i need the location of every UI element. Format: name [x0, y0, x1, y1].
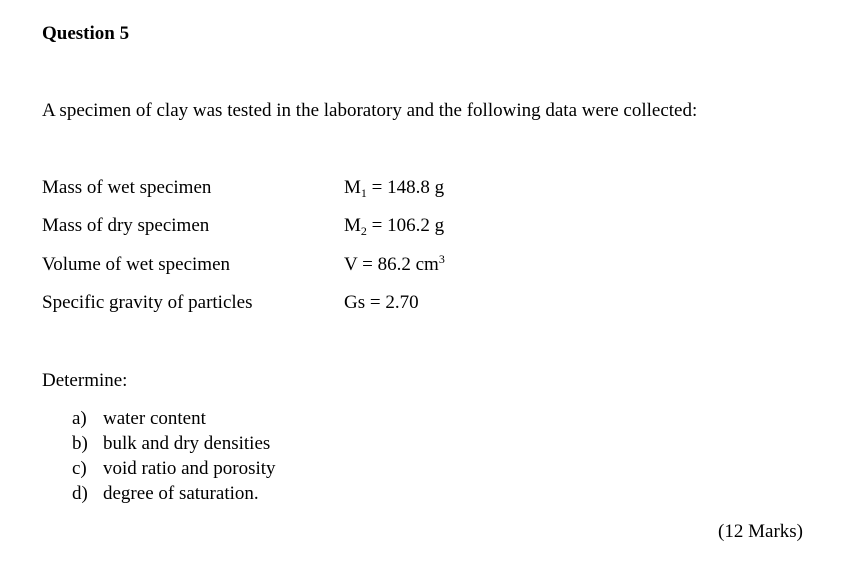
data-label: Specific gravity of particles	[42, 292, 253, 313]
data-symbol: V	[344, 254, 358, 275]
task-letter: c)	[72, 458, 87, 479]
data-symbol: M	[344, 177, 361, 198]
data-symbol: M	[344, 215, 361, 236]
data-amount: = 106.2 g	[366, 215, 445, 236]
data-symbol: Gs	[344, 292, 366, 313]
data-value	[344, 253, 445, 277]
question-title: Question 5	[42, 23, 130, 44]
data-amount: = 2.70	[365, 292, 419, 313]
marks-label: (12 Marks)	[718, 521, 803, 542]
list-item	[72, 431, 276, 456]
list-item	[72, 456, 276, 481]
data-amount: = 148.8 g	[366, 177, 445, 198]
task-text: bulk and dry densities	[103, 433, 271, 454]
list-item	[72, 481, 276, 506]
determine-heading: Determine:	[42, 370, 128, 391]
task-letter: d)	[72, 483, 88, 504]
data-value	[344, 214, 444, 238]
data-value	[344, 291, 419, 315]
task-list	[72, 406, 276, 506]
data-value	[344, 176, 444, 200]
question-intro: A specimen of clay was tested in the laboratory and the following data were collected:	[42, 100, 698, 121]
data-label: Mass of wet specimen	[42, 177, 212, 198]
list-item	[72, 406, 276, 431]
task-text: water content	[103, 408, 206, 429]
data-subscript: 2	[360, 224, 367, 238]
task-letter: b)	[72, 433, 88, 454]
data-label: Volume of wet specimen	[42, 254, 231, 275]
task-text: void ratio and porosity	[103, 458, 276, 479]
data-amount: = 86.2 cm	[357, 254, 439, 275]
data-label: Mass of dry specimen	[42, 215, 210, 236]
task-text: degree of saturation.	[103, 483, 259, 504]
data-superscript: 3	[438, 252, 445, 266]
data-subscript: 1	[360, 186, 367, 200]
task-letter: a)	[72, 408, 87, 429]
